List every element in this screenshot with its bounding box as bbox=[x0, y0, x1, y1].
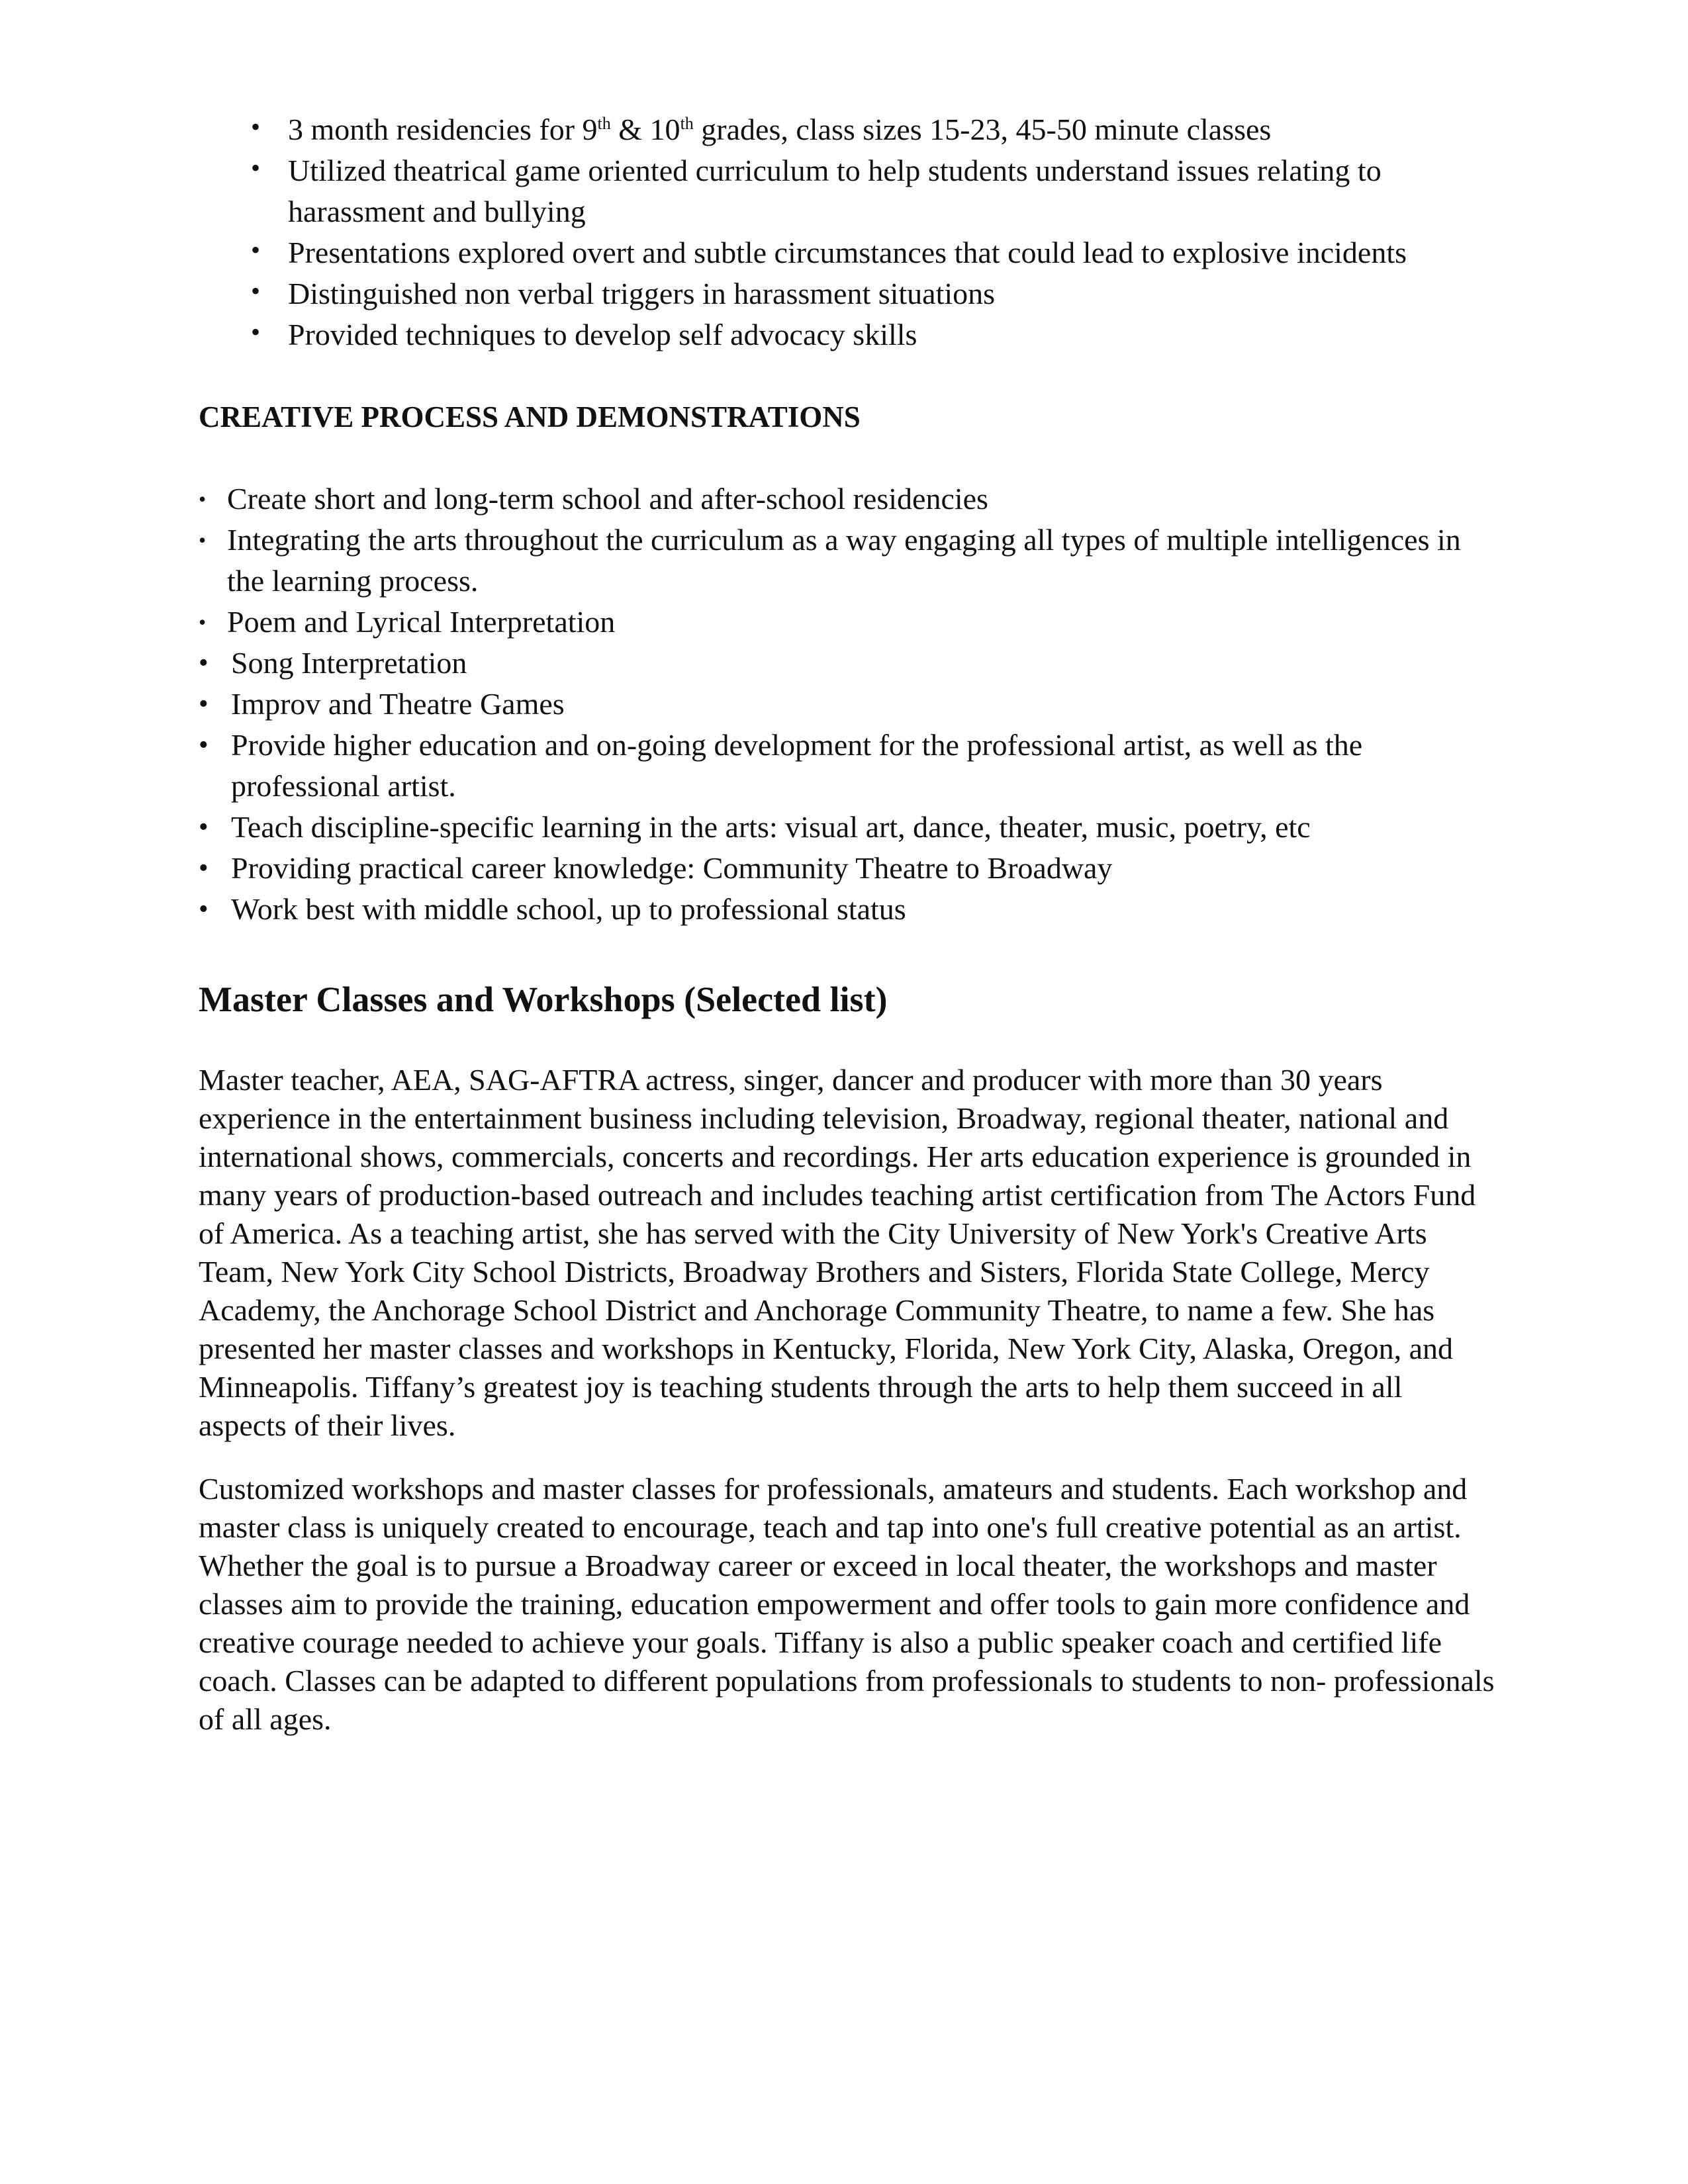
list-item: • Provide higher education and on-going development for the professional artist, as well as the professional artist. bbox=[199, 725, 1496, 807]
list-item: • Integrating the arts throughout the curriculum as a way engaging all types of multiple intelligences in the learning process. bbox=[199, 520, 1496, 602]
list-item: • Create short and long-term school and after-school residencies bbox=[199, 478, 1496, 520]
list-item: • Improv and Theatre Games bbox=[199, 684, 1496, 725]
list-item: • Presentations explored overt and subtle circumstances that could lead to explosive incidents bbox=[199, 232, 1496, 273]
list-item: • Utilized theatrical game oriented curriculum to help students understand issues relating to harassment and bullying bbox=[199, 150, 1496, 232]
document-page bbox=[199, 109, 1496, 1739]
list-item: • Poem and Lyrical Interpretation bbox=[199, 602, 1496, 643]
list-item: • Provided techniques to develop self advocacy skills bbox=[199, 314, 1496, 355]
bullet-icon: • bbox=[251, 112, 261, 142]
bullet-icon: • bbox=[199, 689, 209, 719]
bullet-icon: • bbox=[251, 235, 261, 265]
list-item: • Teach discipline-specific learning in the arts: visual art, dance, theater, music, poetry, etc bbox=[199, 807, 1496, 848]
workshops-paragraph: Customized workshops and master classes for professionals, amateurs and students. Each workshop and master class is uniquely created to encourage, teach and tap into one's full creative potential as an artist. Whether the goal is to pursue a Broadway career or exceed in local theater, the workshops and master classes aim to provide the training, education empowerment and offer tools to gain more confidence and creative courage needed to achieve your goals. Tiffany is also a public speaker coach and certified life coach. Classes can be adapted to different populations from professionals to students to non- professionals of all ages. bbox=[199, 1472, 1495, 1736]
creative-process-list bbox=[199, 478, 1496, 930]
bullet-icon: • bbox=[251, 317, 261, 347]
bullet-icon: • bbox=[199, 853, 209, 884]
list-item: • Work best with middle school, up to professional status bbox=[199, 889, 1496, 930]
bullet-icon: • bbox=[199, 487, 207, 511]
bullet-icon: • bbox=[199, 528, 207, 552]
bio-paragraph: Master teacher, AEA, SAG-AFTRA actress, singer, dancer and producer with more than 30 years experience in the entertainment business including television, Broadway, regional theater, national and international shows, commercials, concerts and recordings. Her arts education experience is grounded in many years of production-based outreach and includes teaching artist certification from The Actors Fund of America. As a teaching artist, she has served with the City University of New York's Creative Arts Team, New York City School Districts, Broadway Brothers and Sisters, Florida State College, Mercy Academy, the Anchorage School District and Anchorage Community Theatre, to name a few. She has presented her master classes and workshops in Kentucky, Florida, New York City, Alaska, Oregon, and Minneapolis. Tiffany’s greatest joy is teaching students through the arts to help them succeed in all aspects of their lives. bbox=[199, 1063, 1476, 1442]
bullet-icon: • bbox=[199, 812, 209, 842]
bullet-icon: • bbox=[251, 153, 261, 183]
bullet-icon: • bbox=[251, 276, 261, 306]
bullet-icon: • bbox=[199, 730, 209, 760]
bullet-icon: • bbox=[199, 648, 209, 678]
list-item: • 3 month residencies for 9th & 10th grades, class sizes 15-23, 45-50 minute classes bbox=[199, 109, 1496, 150]
list-item: • Distinguished non verbal triggers in harassment situations bbox=[199, 273, 1496, 314]
creative-process-heading: CREATIVE PROCESS AND DEMONSTRATIONS bbox=[199, 400, 861, 433]
residency-list bbox=[199, 109, 1496, 355]
bullet-icon: • bbox=[199, 610, 207, 634]
bullet-icon: • bbox=[199, 894, 209, 925]
list-item: • Song Interpretation bbox=[199, 643, 1496, 684]
master-classes-heading: Master Classes and Workshops (Selected list) bbox=[199, 979, 888, 1019]
list-item: • Providing practical career knowledge: Community Theatre to Broadway bbox=[199, 848, 1496, 889]
